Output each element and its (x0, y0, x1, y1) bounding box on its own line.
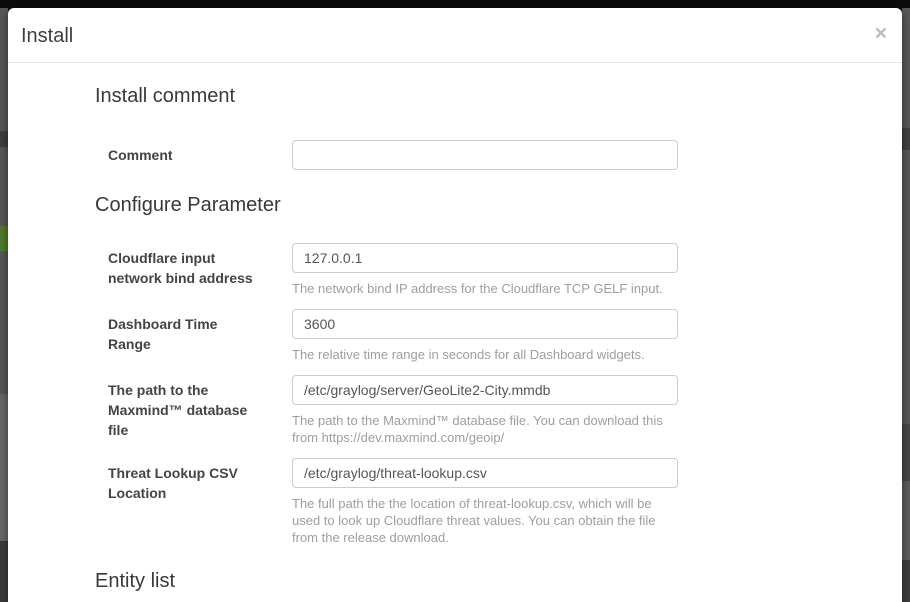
backdrop-segment (902, 424, 910, 481)
backdrop-segment (0, 394, 8, 541)
param-help: The relative time range in seconds for all Dashboard widgets. (292, 347, 645, 362)
param-label: Cloudflare input network bind address (108, 250, 253, 286)
param-row-maxmind-db-path (95, 375, 872, 446)
modal-title: Install (21, 25, 74, 47)
comment-row (95, 140, 872, 170)
modal-header (8, 8, 902, 63)
backdrop-segment (0, 147, 8, 226)
backdrop-left-strip (0, 8, 8, 602)
backdrop-segment (0, 541, 8, 602)
param-help: The path to the Maxmind™ database file. You can download this from https://dev.maxmind.com/geoip/ (292, 413, 663, 445)
cloudflare-bind-address-input[interactable] (292, 243, 678, 273)
backdrop-segment (902, 128, 910, 150)
close-icon[interactable]: × (874, 22, 887, 45)
param-label: Threat Lookup CSV Location (108, 465, 238, 501)
param-row-threat-lookup-csv (95, 458, 872, 546)
dashboard-time-range-input[interactable] (292, 309, 678, 339)
backdrop-segment (902, 481, 910, 560)
backdrop-segment (0, 131, 8, 147)
backdrop-segment (902, 8, 910, 128)
comment-input[interactable] (292, 140, 678, 170)
param-help: The network bind IP address for the Cloudflare TCP GELF input. (292, 281, 663, 296)
backdrop-segment (0, 251, 8, 394)
param-help: The full path the the location of threat-lookup.csv, which will be used to look up Cloudflare threat values. You can obtain the file from the release download. (292, 496, 656, 545)
install-comment-heading: Install comment (95, 85, 236, 107)
threat-lookup-csv-input[interactable] (292, 458, 678, 488)
param-row-cloudflare-bind-address (95, 243, 872, 297)
comment-label: Comment (108, 147, 173, 163)
entity-list-heading: Entity list (95, 570, 176, 592)
backdrop-right-strip (902, 8, 910, 602)
configure-parameter-heading: Configure Parameter (95, 194, 281, 216)
modal-body (8, 63, 902, 595)
param-label: The path to the Maxmind™ database file (108, 382, 248, 438)
param-row-dashboard-time-range (95, 309, 872, 363)
backdrop-segment (902, 150, 910, 424)
backdrop-segment (902, 560, 910, 602)
backdrop-segment (0, 226, 8, 251)
backdrop-segment (0, 8, 8, 131)
install-modal (8, 8, 902, 602)
maxmind-db-path-input[interactable] (292, 375, 678, 405)
param-label: Dashboard Time Range (108, 316, 218, 352)
